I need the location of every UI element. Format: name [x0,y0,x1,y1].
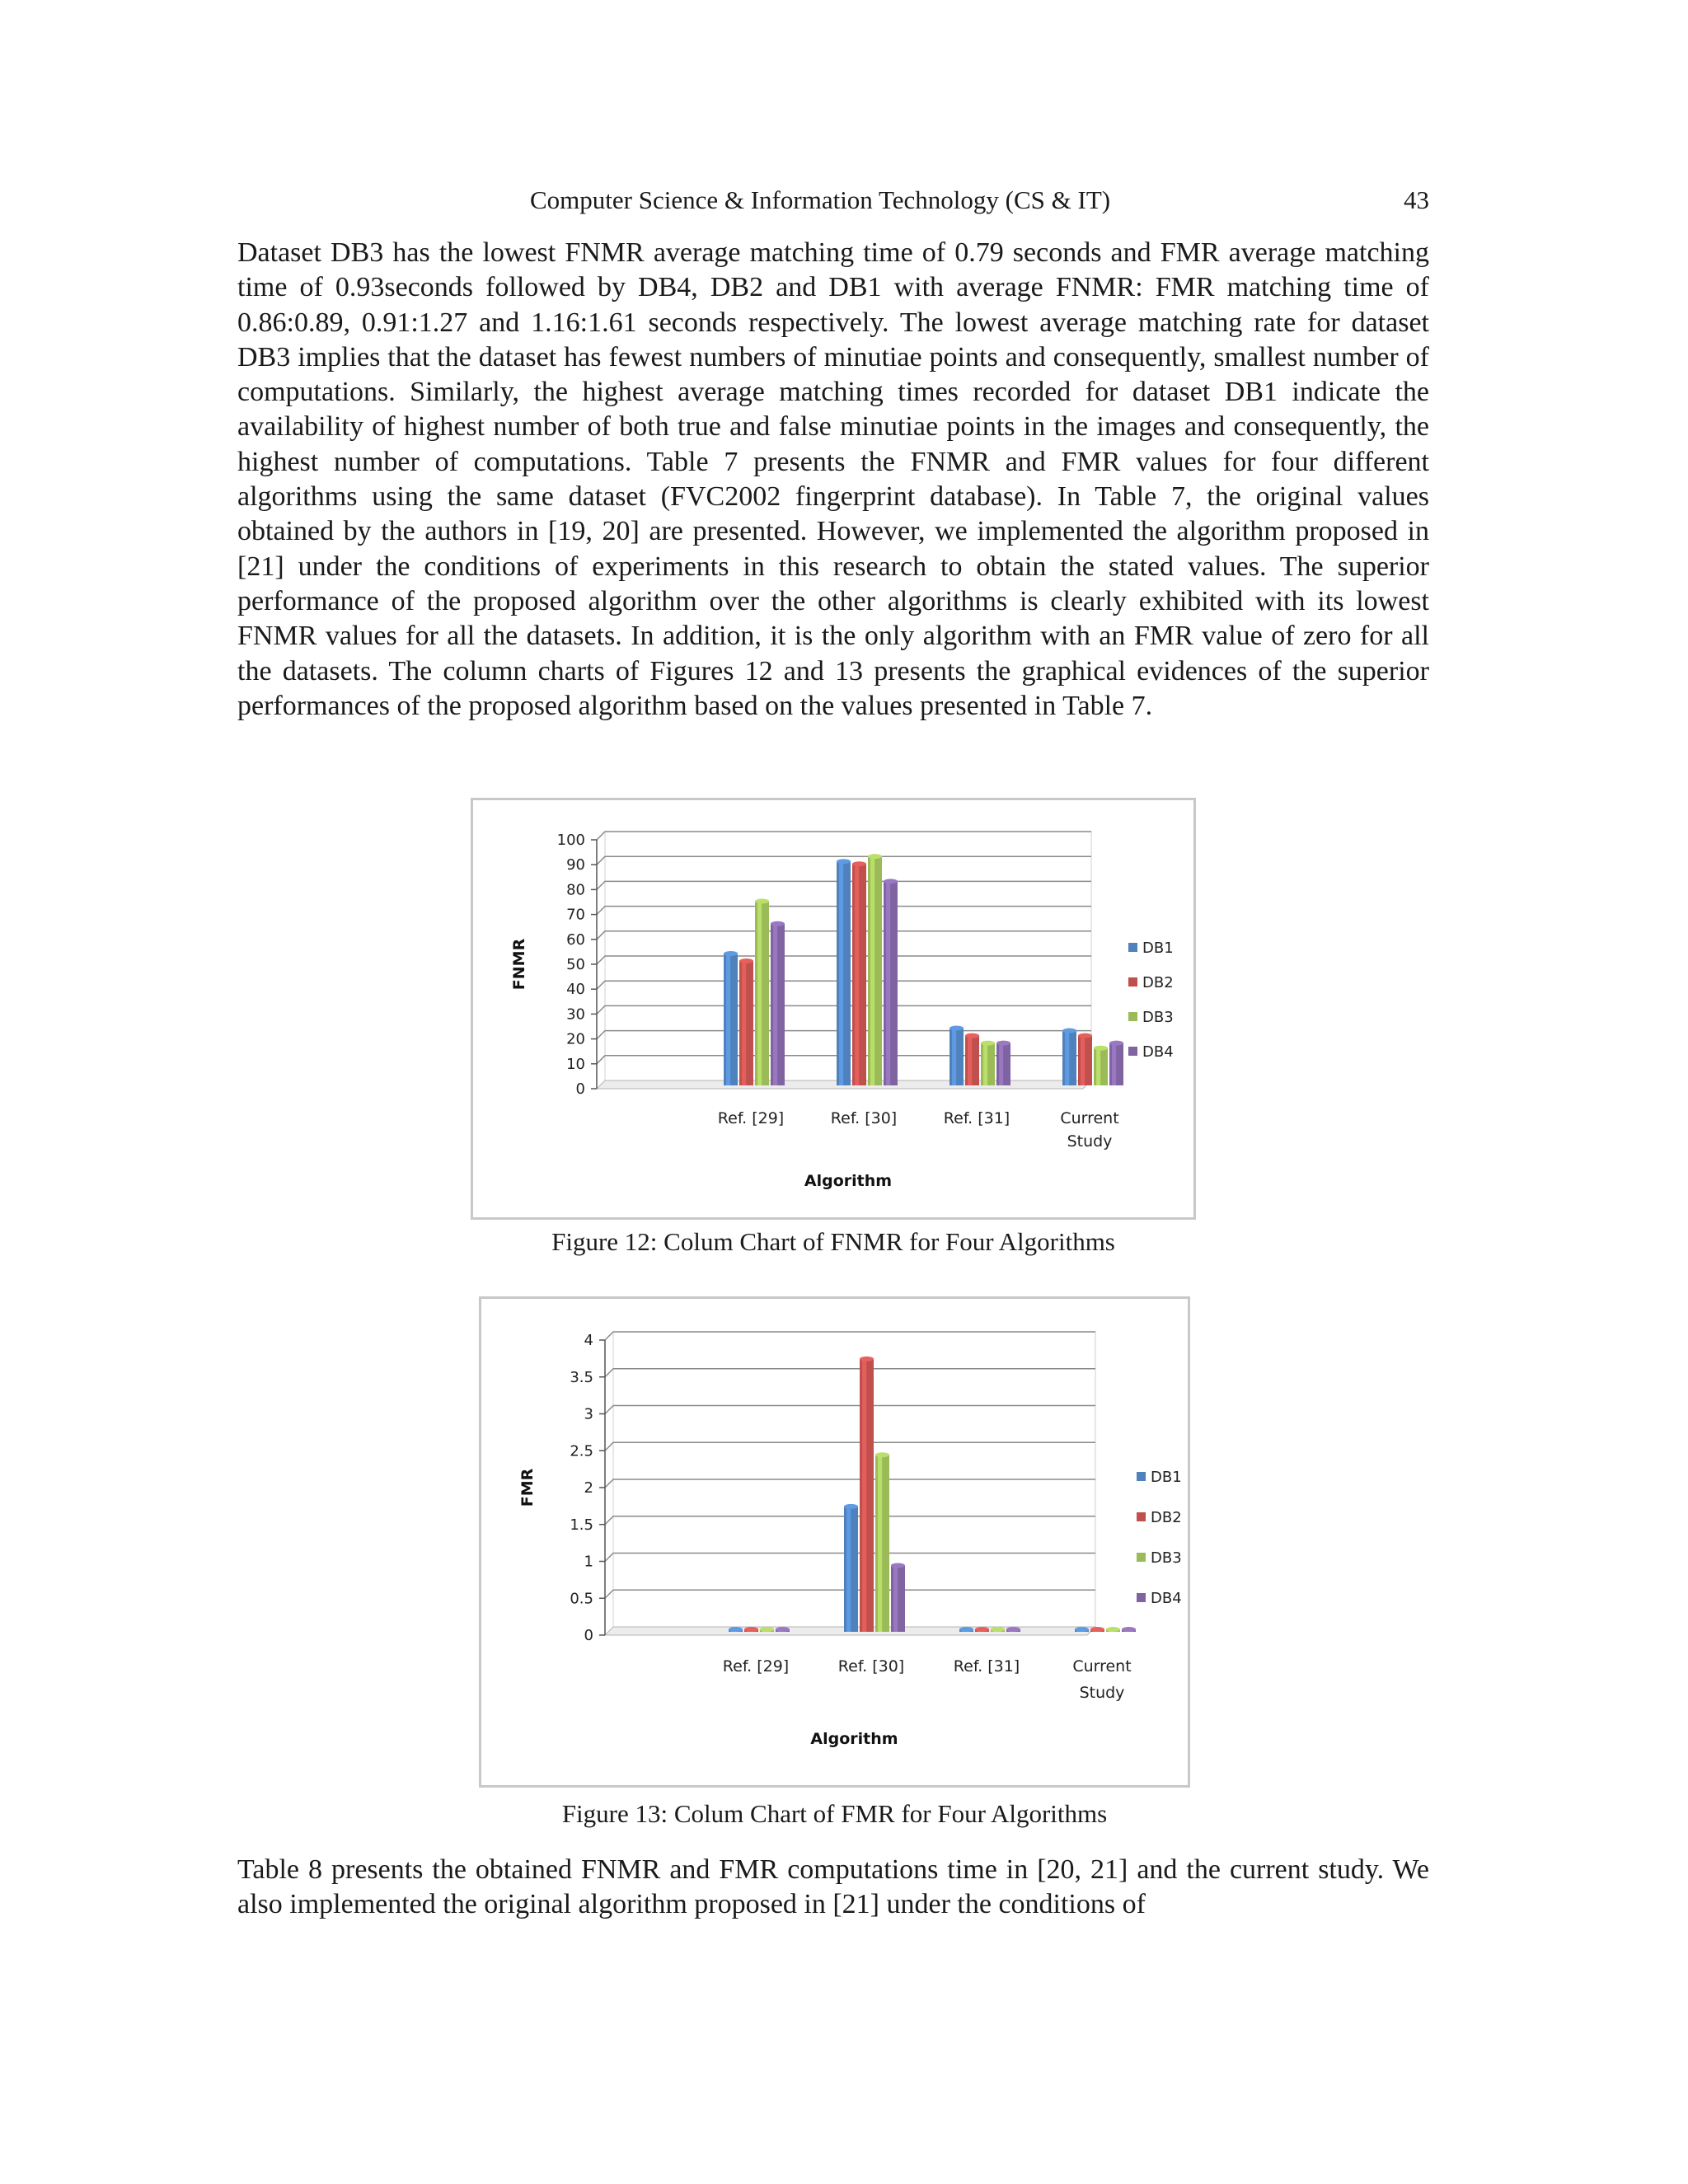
x-category-label: Ref. [30] [830,1109,898,1127]
y-tick-label: 3 [584,1405,593,1423]
bar-top [744,1627,758,1632]
y-axis-title: FMR [518,1468,537,1507]
bar-top [1006,1627,1020,1632]
x-category-label-line2: Study [1067,1132,1113,1151]
fmr-chart-canvas [481,1299,1188,1785]
x-category-label: Current [1060,1109,1119,1127]
page-number: 43 [1404,185,1429,214]
figure-12-fnmr-chart [471,798,1196,1220]
bar-db4 [996,1041,1010,1085]
legend-label: DB1 [1142,940,1174,957]
bar-db3 [755,899,769,1085]
bar-db1 [837,859,851,1085]
bar-face [996,1043,1010,1085]
bar-top [771,921,785,926]
legend-entry-db2 [1137,1509,1182,1526]
legend-swatch [1137,1472,1146,1481]
legend-entry-db2 [1128,974,1174,991]
x-category-label: Ref. [30] [837,1657,905,1675]
bar-db1 [724,951,738,1085]
x-category-label: Ref. [31] [943,1109,1010,1127]
bar-face [891,1565,905,1632]
bar-db2 [852,861,866,1085]
figure-13-caption: Figure 13: Colum Chart of FMR for Four Algorithms [561,1799,1108,1828]
bar-db3 [991,1627,1005,1632]
bar-top [868,854,882,859]
bar-db2 [965,1033,979,1085]
bar-db3 [760,1627,774,1632]
bar-top [760,1627,774,1632]
bar-db2 [739,958,753,1085]
bar-top [884,879,898,883]
bar-highlight [773,924,777,1085]
bar-top [1062,1029,1076,1033]
y-tick-label: 100 [556,832,585,849]
bar-db1 [1075,1627,1089,1632]
bar-face [771,924,785,1085]
bar-db2 [744,1627,758,1632]
bar-db3 [1106,1627,1120,1632]
x-category-label: Ref. [31] [953,1657,1020,1675]
legend-label: DB4 [1142,1043,1174,1061]
running-header [237,185,1429,222]
y-tick-label: 0 [584,1627,593,1644]
bar-face [868,856,882,1085]
legend-label: DB2 [1142,974,1174,991]
bar-face [724,954,738,1085]
bar-highlight [855,864,859,1085]
legend-label: DB4 [1151,1590,1182,1607]
bar-top [965,1033,979,1038]
bar-highlight [952,1029,956,1085]
bar-highlight [1112,1043,1116,1085]
bar-highlight [983,1043,987,1085]
legend-entry-db1 [1137,1469,1182,1486]
bar-top [950,1026,964,1031]
bar-highlight [878,1455,882,1632]
bar-highlight [839,861,843,1085]
y-tick-label: 90 [566,856,585,874]
bar-db4 [891,1563,905,1632]
bar-face [950,1029,964,1085]
legend-label: DB1 [1151,1469,1182,1486]
y-tick-label: 1.5 [570,1516,593,1534]
bar-highlight [846,1507,851,1632]
bar-top [1106,1627,1120,1632]
bar-db1 [950,1026,964,1085]
bar-db1 [729,1627,743,1632]
y-tick-label: 4 [584,1332,593,1349]
legend-swatch [1128,977,1137,987]
bar-top [1109,1041,1123,1046]
legend-entry-db4 [1128,1043,1174,1061]
legend-entry-db1 [1128,940,1174,957]
bar-face [1094,1048,1108,1085]
bar-db2 [1090,1627,1104,1632]
legend-label: DB2 [1151,1509,1182,1526]
bar-db4 [1006,1627,1020,1632]
legend-label: DB3 [1151,1549,1182,1567]
bar-face [1062,1031,1076,1085]
bar-highlight [1096,1048,1100,1085]
bar-face [875,1455,889,1632]
bar-top [891,1563,905,1568]
legend-entry-db3 [1128,1009,1174,1026]
bar-top [1078,1033,1092,1038]
y-tick-label: 80 [566,881,585,899]
y-tick-label: 30 [566,1005,585,1024]
x-category-label: Ref. [29] [717,1109,785,1127]
bar-highlight [870,856,874,1085]
y-axis-title: FNMR [510,938,528,991]
y-tick-label: 50 [566,956,585,973]
bar-top [844,1504,858,1509]
bar-face [981,1043,995,1085]
body-paragraph-1: Dataset DB3 has the lowest FNMR average matching time of 0.79 seconds and FMR average matching time of 0.93seconds followed by DB4, DB2 and DB1 with average FNMR: FMR matching time of 0.86:0.89, 0.91:1.27 and 1.16:1.61 seconds respectively. The lowest average matching rate for dataset DB3 implies that the dataset has fewest numbers of minutiae points and consequently, smallest number of computations. Similarly, the highest average matching times recorded for dataset DB1 indicate the availability of highest number of both true and false minutiae points in the images and consequently, the highest number of computations. Table 7 presents the FNMR and FMR values for four different algorithms using the same dataset (FVC2002 fingerprint database). In Table 7, the original values obtained by the authors in [19, 20] are presented. However, we implemented the algorithm proposed in [21] under the conditions of experiments in this research to obtain the stated values. The superior performance of the proposed algorithm over the other algorithms is clearly exhibited with its lowest FNMR values for all the datasets. In addition, it is the only algorithm with an FMR value of zero for all the datasets. The column charts of Figures 12 and 13 presents the graphical evidences of the superior performances of the proposed algorithm based on the values presented in Table 7. [237,237,1429,721]
y-tick-label: 10 [566,1055,585,1073]
fnmr-chart-canvas [473,800,1193,1217]
y-tick-label: 3.5 [570,1368,593,1386]
bar-db1 [959,1627,973,1632]
bar-highlight [862,1359,866,1632]
y-tick-label: 40 [566,981,585,999]
bar-top [1122,1627,1136,1632]
y-tick-label: 60 [566,930,585,949]
bar-highlight [757,902,762,1085]
figure-12-caption: Figure 12: Colum Chart of FNMR for Four Algorithms [551,1227,1115,1256]
bar-highlight [1065,1031,1069,1085]
y-tick-label: 0 [575,1080,585,1098]
bar-top [724,951,738,956]
bar-top [959,1627,973,1632]
bar-db1 [844,1504,858,1632]
bar-top [1075,1627,1089,1632]
x-category-label-line2: Study [1079,1684,1125,1702]
bar-db2 [1078,1033,1092,1085]
bar-db3 [1094,1046,1108,1085]
bar-face [1109,1043,1123,1085]
bar-face [1078,1036,1092,1085]
bar-highlight [893,1565,898,1632]
bar-db2 [975,1627,989,1632]
x-category-label: Current [1072,1657,1132,1675]
bar-top [729,1627,743,1632]
x-axis-title: Algorithm [804,1172,893,1190]
y-tick-label: 0.5 [570,1590,593,1608]
x-category-label: Ref. [29] [722,1657,790,1675]
bar-highlight [886,881,890,1085]
legend-swatch [1128,1012,1137,1021]
figure-13-fmr-chart [479,1296,1190,1788]
y-tick-label: 2.5 [570,1442,593,1460]
bar-db2 [860,1357,874,1632]
bar-top [991,1627,1005,1632]
bar-face [739,961,753,1085]
bar-highlight [999,1043,1003,1085]
bar-top [1094,1046,1108,1051]
bar-face [755,902,769,1085]
legend-entry-db3 [1137,1549,1182,1567]
bar-face [837,861,851,1085]
legend-swatch [1137,1553,1146,1562]
y-tick-label: 20 [566,1030,585,1048]
legend-swatch [1137,1593,1146,1602]
bar-db3 [981,1041,995,1085]
bar-db4 [1109,1041,1123,1085]
bar-highlight [726,954,730,1085]
bar-face [965,1036,979,1085]
bar-face [844,1507,858,1632]
bar-db4 [771,921,785,1085]
bar-db1 [1062,1029,1076,1085]
y-tick-label: 70 [566,906,585,924]
bar-top [975,1627,989,1632]
bar-top [776,1627,790,1632]
bar-db4 [884,879,898,1085]
bar-highlight [1081,1036,1085,1085]
bar-top [996,1041,1010,1046]
bar-db3 [868,854,882,1085]
bar-top [981,1041,995,1046]
bar-highlight [742,961,746,1085]
bar-face [884,881,898,1085]
bar-top [755,899,769,904]
y-tick-label: 1 [584,1553,593,1571]
bar-top [852,861,866,866]
bar-top [875,1452,889,1457]
bar-top [1090,1627,1104,1632]
bar-top [860,1357,874,1361]
legend-label: DB3 [1142,1009,1174,1026]
legend-swatch [1128,943,1137,952]
legend-swatch [1137,1512,1146,1521]
bar-highlight [968,1036,972,1085]
x-axis-title: Algorithm [810,1730,898,1748]
bar-db4 [776,1627,790,1632]
legend-swatch [1128,1047,1137,1056]
bar-db3 [875,1452,889,1632]
bar-top [739,958,753,963]
bar-face [860,1359,874,1632]
body-paragraph-2: Table 8 presents the obtained FNMR and FMR computations time in [20, 21] and the current study. We also implemented the original algorithm proposed in [21] under the conditions of [237,1854,1429,1920]
y-tick-label: 2 [584,1479,593,1497]
bar-db4 [1122,1627,1136,1632]
journal-title: Computer Science & Information Technology (CS & IT) [530,185,1111,214]
bar-face [852,864,866,1085]
bar-top [837,859,851,864]
legend-entry-db4 [1137,1590,1182,1607]
